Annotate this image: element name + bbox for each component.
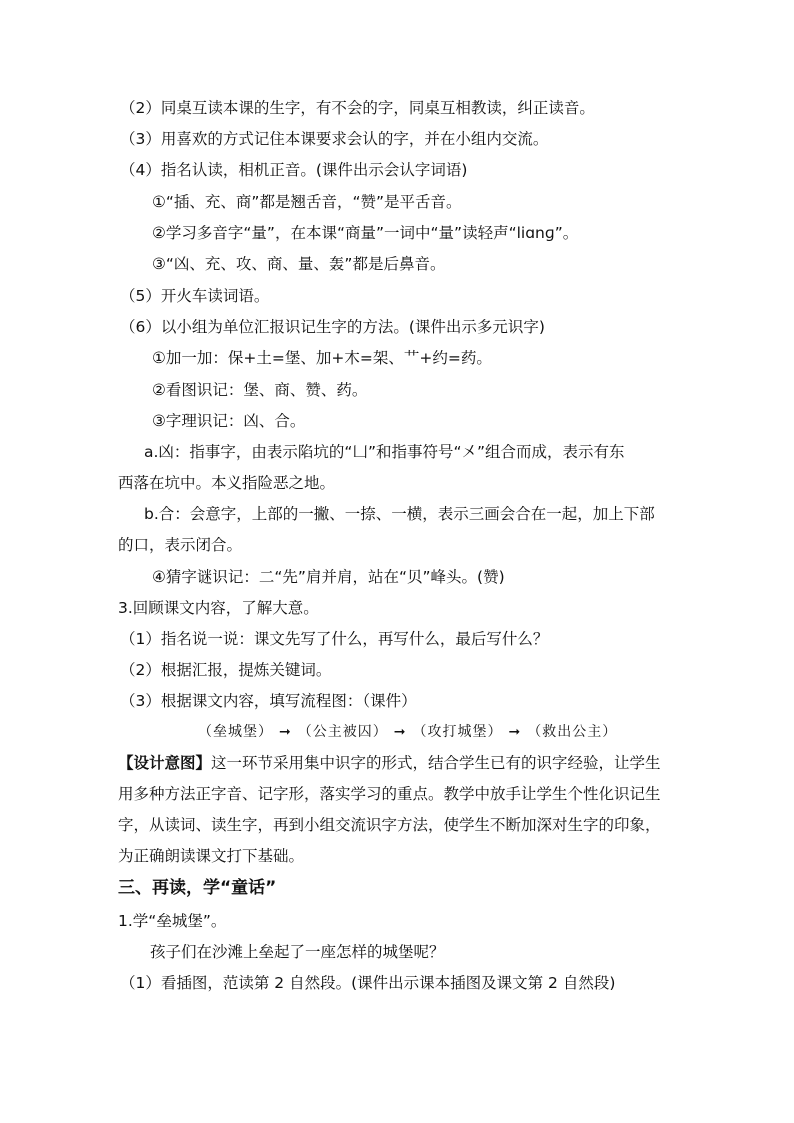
flow-step-1: （垒城堡） bbox=[198, 724, 273, 740]
text-line-18: （1）指名说一说：课文先写了什么，再写什么，最后写什么？ bbox=[120, 630, 549, 648]
text-line-29: （1）看插图，范读第 2 自然段。(课件出示课本插图及课文第 2 自然段) bbox=[120, 974, 616, 992]
flow-step-3: （攻打城堡） bbox=[412, 724, 503, 740]
text-line-14: b.合：会意字，上部的一撇、一捺、一横，表示三画会合在一起，加上下部 bbox=[144, 505, 655, 523]
text-line-3: （4）指名认读，相机正音。(课件出示会认字词语) bbox=[120, 161, 468, 179]
arrow-right-icon: ➞ bbox=[508, 724, 522, 740]
design-intent-tag: 【设计意图】 bbox=[118, 754, 212, 772]
text-line-15: 的口，表示闭合。 bbox=[118, 536, 243, 554]
arrow-right-icon: ➞ bbox=[279, 724, 292, 740]
text-line-28: 孩子们在沙滩上垒起了一座怎样的城堡呢？ bbox=[150, 943, 445, 961]
text-line-7: （5）开火车读词语。 bbox=[120, 287, 270, 305]
text-line-4: ①“插、充、商”都是翘舌音，“赞”是平舌音。 bbox=[152, 193, 462, 211]
flow-chart bbox=[198, 722, 617, 742]
text-line-19: （2）根据汇报，提炼关键词。 bbox=[120, 661, 332, 679]
text-line-16: ④猜字谜识记：二“先”肩并肩，站在“贝”峰头。(赞) bbox=[152, 568, 505, 586]
text-line-17: 3.回顾课文内容，了解大意。 bbox=[118, 599, 319, 617]
text-line-11: ③字理识记：凶、合。 bbox=[152, 412, 306, 430]
arrow-right-icon: ➞ bbox=[393, 724, 407, 740]
design-intent-line-4: 为正确朗读课文打下基础。 bbox=[118, 847, 305, 865]
text-line-5: ②学习多音字“量”，在本课“商量”一词中“量”读轻声“liɑnɡ”。 bbox=[152, 224, 579, 242]
text-line-8: （6）以小组为单位汇报识记生字的方法。(课件出示多元识字) bbox=[120, 318, 545, 336]
text-line-27: 1.学“垒城堡”。 bbox=[118, 912, 227, 930]
text-line-20: （3）根据课文内容，填写流程图：（课件） bbox=[120, 692, 417, 710]
design-intent-line-3: 字，从读词、读生字，再到小组交流识字方法，使学生不断加深对生字的印象， bbox=[118, 816, 661, 834]
text-line-9: ①加一加：保+土=堡、加+木=架、艹+约=药。 bbox=[152, 349, 492, 367]
text-line-10: ②看图识记：堡、商、赞、药。 bbox=[152, 381, 368, 399]
design-intent-line-1 bbox=[118, 753, 661, 773]
flow-step-2: （公主被囚） bbox=[297, 724, 388, 740]
text-line-1: （2）同桌互读本课的生字，有不会的字，同桌互相教读，纠正读音。 bbox=[120, 99, 595, 117]
flow-step-4: （救出公主） bbox=[527, 724, 618, 740]
section-heading: 三、再读，学“童话” bbox=[118, 878, 277, 898]
text-line-2: （3）用喜欢的方式记住本课要求会认的字，并在小组内交流。 bbox=[120, 130, 549, 148]
text-line-6: ③“凶、充、攻、商、量、轰”都是后鼻音。 bbox=[152, 255, 446, 273]
text-line-13: 西落在坑中。本义指险恶之地。 bbox=[118, 474, 336, 492]
text-line-12: a.凶：指事字，由表示陷坑的“凵”和指事符号“㐅”组合而成，表示有东 bbox=[144, 443, 625, 461]
design-intent-text: 这一环节采用集中识字的形式，结合学生已有的识字经验，让学生 bbox=[211, 754, 661, 772]
design-intent-line-2: 用多种方法正字音、记字形，落实学习的重点。教学中放手让学生个性化识记生 bbox=[118, 785, 661, 803]
